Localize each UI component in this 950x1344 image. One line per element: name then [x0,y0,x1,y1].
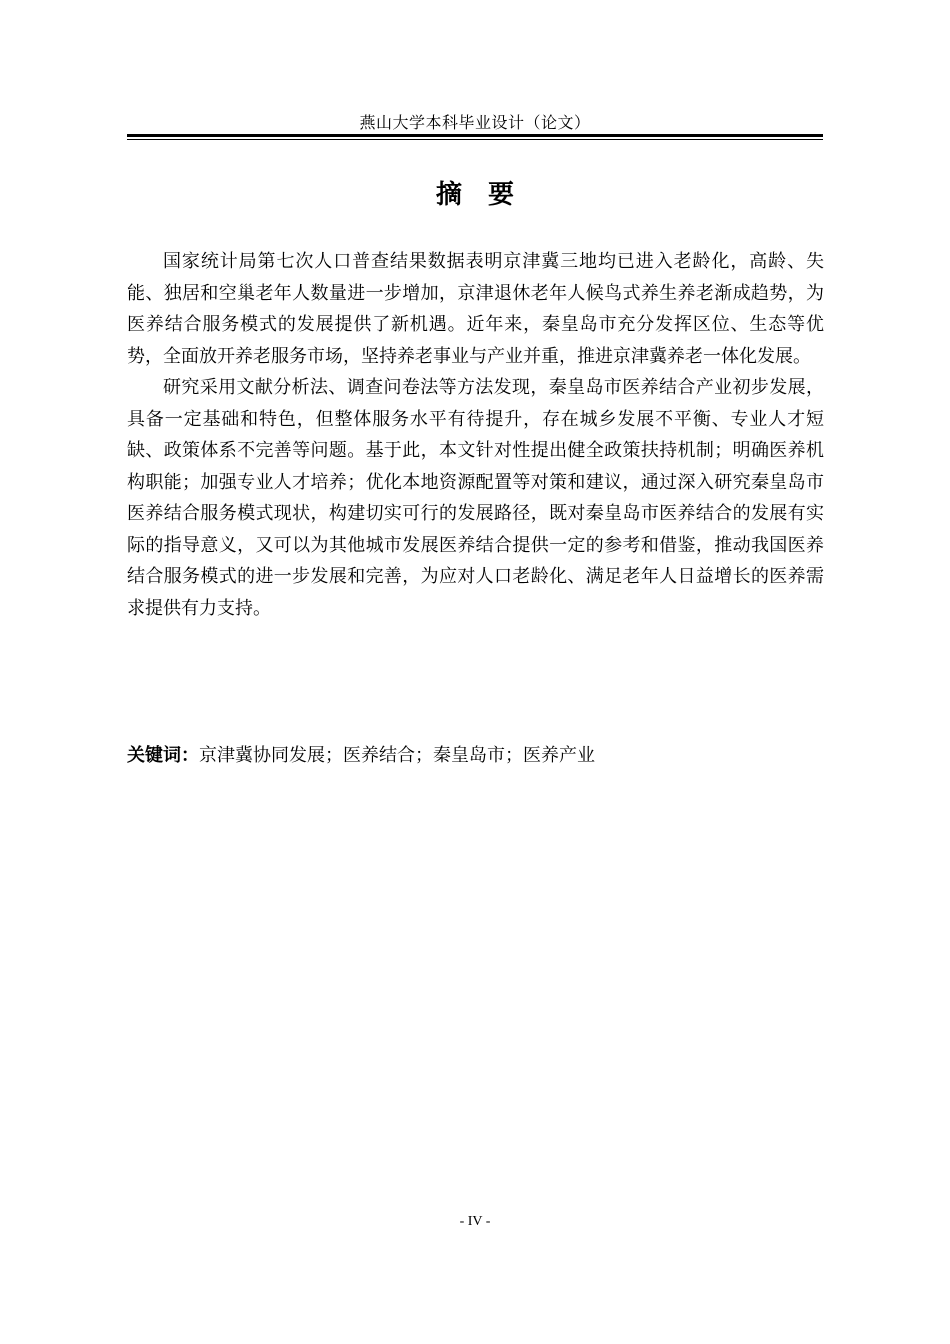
header-rule-thin [127,139,823,140]
abstract-body [127,246,824,624]
page-number: - IV - [459,1214,491,1229]
keywords-line [127,742,824,770]
running-header: 燕山大学本科毕业设计（论文） [359,113,591,132]
abstract-paragraph-2: 研究采用文献分析法、调查问卷法等方法发现，秦皇岛市医养结合产业初步发展，具备一定基础和特色，但整体服务水平有待提升，存在城乡发展不平衡、专业人才短缺、政策体系不完善等问题。基于此，本文针对性提出健全政策扶持机制；明确医养机构职能；加强专业人才培养；优化本地资源配置等对策和建议，通过深入研究秦皇岛市医养结合服务模式现状，构建切实可行的发展路径，既对秦皇岛市医养结合的发展有实际的指导意义，又可以为其他城市发展医养结合提供一定的参考和借鉴，推动我国医养结合服务模式的进一步发展和完善，为应对人口老龄化、满足老年人日益增长的医养需求提供有力支持。 [127,377,824,619]
header-rule-thick [127,134,823,137]
keywords-value: 京津冀协同发展；医养结合；秦皇岛市；医养产业 [199,745,595,766]
keywords-label: 关键词： [127,745,199,766]
abstract-paragraph-1: 国家统计局第七次人口普查结果数据表明京津冀三地均已进入老龄化，高龄、失能、独居和空巢老年人数量进一步增加，京津退休老年人候鸟式养生养老渐成趋势，为医养结合服务模式的发展提供了新机遇。近年来，秦皇岛市充分发挥区位、生态等优势，全面放开养老服务市场，坚持养老事业与产业并重，推进京津冀养老一体化发展。 [127,251,824,367]
abstract-title: 摘要 [435,180,540,210]
